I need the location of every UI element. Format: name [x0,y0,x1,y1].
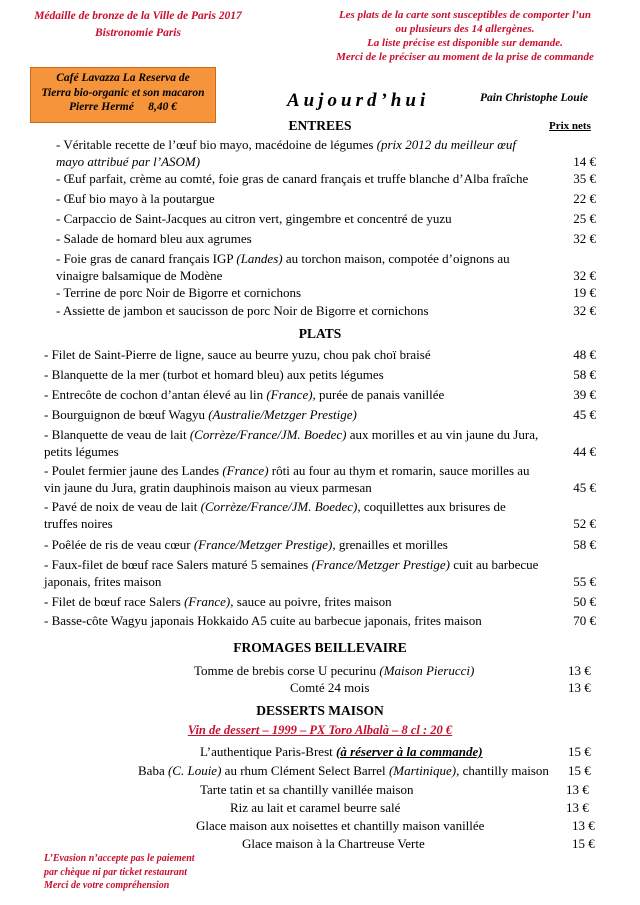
item-price: 58 € [573,367,596,382]
menu-item [44,536,596,553]
item-text: - Blanquette de veau de lait [44,427,190,442]
item-text: - Véritable recette de l’œuf bio mayo, macédoine de légumes [56,137,377,152]
item-text: Baba [138,763,168,778]
item-text: - Blanquette de la mer (turbot et homard bleu) aux petits légumes [44,367,384,382]
item-price: 45 € [573,480,596,495]
dessert-item [196,817,484,835]
item-text: - Assiette de jambon et saucisson de porc Noir de Bigorre et cornichons [56,303,429,318]
item-price: 48 € [573,347,596,362]
item-text: - Pavé de noix de veau de lait [44,499,201,514]
item-text: - Poulet fermier jaune des Landes [44,463,223,478]
item-text: - Œuf parfait, crème au comté, foie gras de canard français et truffe blanche d’Alba fraîche [56,171,529,186]
menu-item [44,612,596,629]
dessert-item [230,799,400,817]
menu-item [56,284,596,301]
menu-item [44,406,596,423]
payment-line: Merci de votre compréhension [44,880,170,891]
page-title: Aujourd’hui [287,90,430,111]
item-price: 15 € [568,763,591,778]
item-text: Glace maison aux noisettes et chantilly maison vanillée [196,818,485,833]
menu-item [56,136,596,170]
menu-item [44,366,596,383]
item-text: - Basse-côte Wagyu japonais Hokkaido A5 cuite au barbecue japonais, frites maison [44,613,482,628]
cafe-line: Tierra bio-organic et son macaron [41,86,205,99]
item-price: 13 € [568,663,591,678]
item-note: (France/Metzger Prestige) [311,557,450,572]
item-text: - Bourguignon de bœuf Wagyu [44,407,209,422]
item-text: Tomme de brebis corse U pecurinu [194,663,380,678]
item-price: 35 € [573,171,596,186]
item-text: - Filet de bœuf race Salers [44,594,185,609]
item-note: (France) [222,463,269,478]
item-price: 13 € [566,782,589,797]
item-text: Tarte tatin et sa chantilly vanillée maison [200,782,414,797]
item-note: (Corrèze/France/JM. Boedec) [189,427,347,442]
item-price: 32 € [573,268,596,283]
menu-item [56,302,596,319]
item-text: cuit au barbecue japonais, frites maison [44,557,539,589]
section-title-desserts: DESSERTS MAISON [256,703,384,718]
dessert-item [200,743,483,761]
dessert-item [200,781,414,799]
menu-item [56,250,596,284]
allergen-line: La liste précise est disponible sur demande. [367,37,563,49]
menu-item [44,593,596,610]
item-price: 13 € [568,680,591,695]
item-note: (prix 2012 du meilleur œuf mayo attribué par l’ASOM) [56,137,517,169]
menu-item [44,426,596,460]
item-note: (Martinique) [388,763,457,778]
item-price: 13 € [572,818,595,833]
menu-item [44,386,596,403]
item-text: - Faux-filet de bœuf race Salers maturé 5 semaines [44,557,312,572]
item-price: 52 € [573,516,596,531]
payment-line: par chèque ni par ticket restaurant [44,866,188,878]
item-note: (Maison Pierucci) [379,663,475,678]
allergen-notice [300,8,630,64]
item-price: 70 € [573,613,596,628]
item-text: purée de panais vanillée [315,387,445,402]
item-price: 14 € [573,154,596,169]
item-price: 44 € [573,444,596,459]
section-title-plats: PLATS [298,326,342,341]
item-text: , grenailles et morilles [332,537,448,552]
item-price: 45 € [573,407,596,422]
menu-item [44,346,596,363]
item-price: 55 € [573,574,596,589]
item-price: 50 € [573,594,596,609]
item-text: Glace maison à la Chartreuse Verte [242,836,425,851]
menu-item [56,230,596,247]
item-note: (France), [266,387,316,402]
item-price: 22 € [573,191,596,206]
payment-notice [44,852,195,893]
item-text: aux morilles et au vin jaune du Jura, petits légumes [44,427,539,459]
item-text: rôti au four au thym et romarin, sauce morilles au vin jaune du Jura, gratin dauphinois maison au vieux parmesan [44,463,530,495]
item-text: - Entrecôte de cochon d’antan élevé au lin [44,387,267,402]
item-text: - Salade de homard bleu aux agrumes [56,231,252,246]
item-note: (France/Metzger Prestige) [193,537,333,552]
item-price: 19 € [573,285,596,300]
item-text: - Filet de Saint-Pierre de ligne, sauce au beurre yuzu, chou pak choï braisé [44,347,431,362]
item-note: (France) [184,594,231,609]
item-text: - Œuf bio mayo à la poutargue [56,191,215,206]
item-note: (Landes) [236,251,283,266]
payment-line: L’Evasion n’accepte pas le paiement [44,853,195,864]
menu-item [56,210,596,227]
item-text: Riz au lait et caramel beurre salé [230,800,401,815]
item-price: 13 € [566,800,589,815]
item-text: , chantilly maison [456,763,549,778]
cafe-line: Pierre Hermé [69,101,134,113]
item-price: 25 € [573,211,596,226]
cafe-line [31,100,215,115]
item-price: 58 € [573,537,596,552]
menu-item [56,190,596,207]
cafe-price: 8,40 € [148,101,177,113]
item-text: - Poêlée de ris de veau cœur [44,537,194,552]
item-note: (Corrèze/France/JM. Boedec) [200,499,358,514]
bread-supplier: Pain Christophe Louie [480,92,588,104]
item-price: 39 € [573,387,596,402]
award-text [18,8,258,42]
section-title-entrees: ENTREES [288,118,352,133]
section-title-fromages: FROMAGES BEILLEVAIRE [233,640,407,655]
item-price: 15 € [572,836,595,851]
award-line: Bistronomie Paris [95,27,181,39]
dessert-item [242,835,425,853]
award-line: Médaille de bronze de la Ville de Paris 2017 [34,10,242,22]
item-text: L’authentique Paris-Brest [200,744,336,759]
menu-item [44,462,596,496]
dessert-item [138,762,549,780]
allergen-line: Les plats de la carte sont susceptibles de comporter l’un [338,9,592,21]
item-note: (C. Louie) [167,763,222,778]
cafe-line: Café Lavazza La Reserva de [56,72,190,84]
item-note: (à réserver à la commande) [336,744,483,759]
item-price: 15 € [568,744,591,759]
menu-item [56,170,596,187]
item-text: au rhum Clément Select Barrel [221,763,389,778]
menu-item [44,498,596,532]
item-text: - Carpaccio de Saint-Jacques au citron vert, gingembre et concentré de yuzu [56,211,452,226]
item-text: - Foie gras de canard français IGP [56,251,237,266]
dessert-wine: Vin de dessert – 1999 – PX Toro Albalà – 8 cl : 20 € [187,723,453,737]
item-price: 32 € [573,303,596,318]
item-text: - Terrine de porc Noir de Bigorre et cornichons [56,285,302,300]
item-text: , sauce au poivre, frites maison [230,594,392,609]
item-text: Comté 24 mois [290,680,370,695]
item-text: au torchon maison, compotée d’oignons au vinaigre balsamique de Modène [56,251,510,283]
cheese-item [194,662,474,680]
item-note: (Australie/Metzger Prestige) [208,407,357,422]
cafe-promo-box [30,67,216,123]
prix-nets-label: Prix nets [549,120,591,132]
allergen-line: Merci de le préciser au moment de la prise de commande [336,51,594,63]
item-price: 32 € [573,231,596,246]
allergen-line: ou plusieurs des 14 allergènes. [395,23,535,35]
cheese-item [290,679,369,697]
menu-item [44,556,596,590]
item-text: , coquillettes aux brisures de truffes noires [44,499,506,531]
